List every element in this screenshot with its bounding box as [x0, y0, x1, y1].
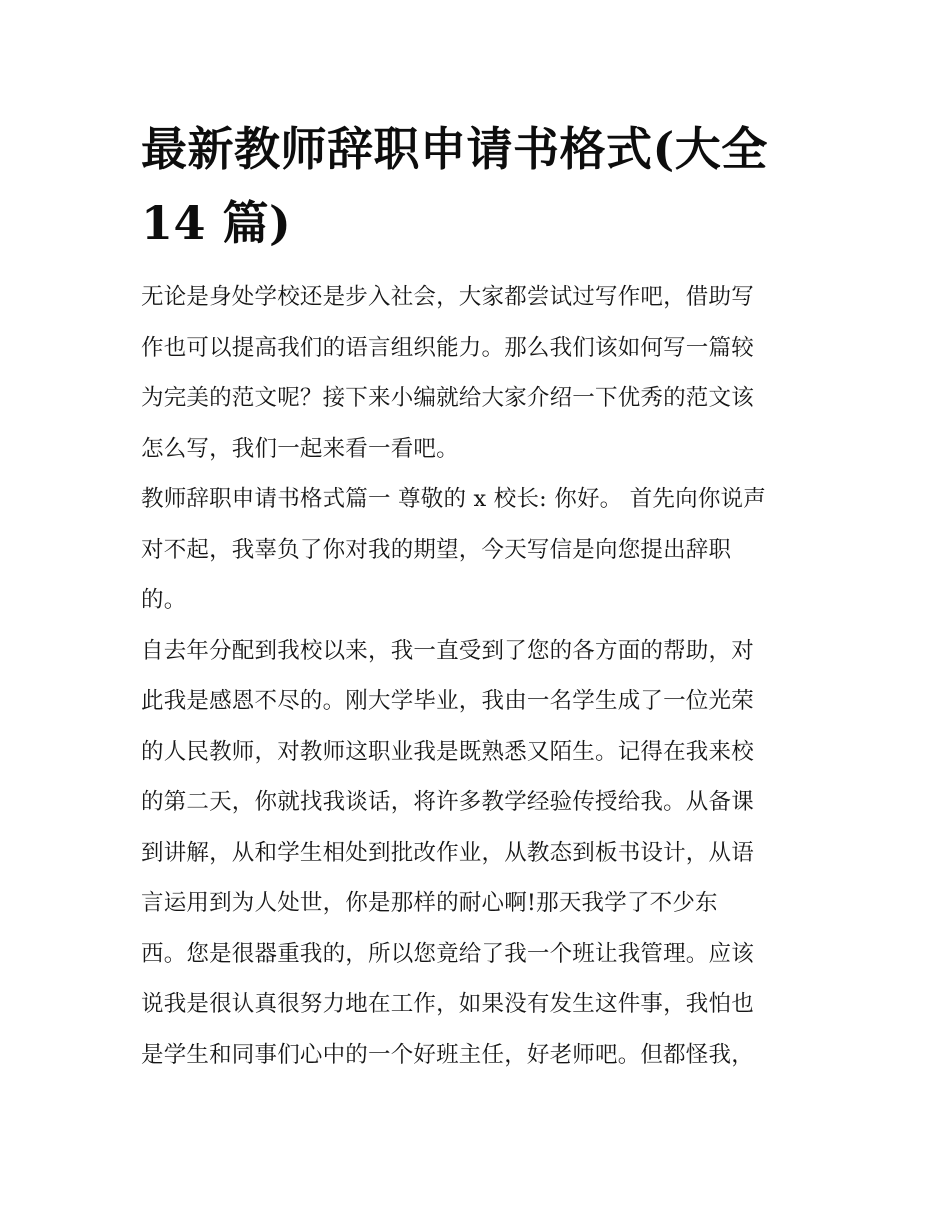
text-line: 到讲解，从和学生相处到批改作业，从教态到板书设计，从语 — [141, 839, 754, 866]
text-line: 对不起，我辜负了你对我的期望，今天写信是向您提出辞职 — [141, 536, 732, 563]
title-line: 14 篇) — [141, 196, 292, 250]
text-line: 西。您是很器重我的，所以您竟给了我一个班让我管理。应该 — [141, 940, 754, 967]
text-line: 的。 — [141, 587, 187, 613]
document-body — [141, 112, 813, 1080]
text-line: 此我是感恩不尽的。刚大学毕业，我由一名学生成了一位光荣 — [141, 688, 754, 714]
text-line: 是学生和同事们心中的一个好班主任，好老师吧。但都怪我， — [141, 1041, 754, 1068]
text-line: 的人民教师，对教师这职业我是既熟悉又陌生。记得在我来校 — [141, 738, 754, 765]
text-line: 说我是很认真很努力地在工作，如果没有发生这件事，我怕也 — [141, 991, 754, 1017]
letter-body-paragraph — [141, 626, 813, 1081]
text-line: 无论是身处学校还是步入社会，大家都尝试过写作吧，借助写 — [141, 284, 754, 310]
text-line: 的第二天，你就找我谈话，将许多教学经验传授给我。从备课 — [141, 789, 754, 815]
text-line: 作也可以提高我们的语言组织能力。那么我们该如何写一篇较 — [141, 334, 754, 361]
intro-paragraph — [141, 272, 813, 474]
page-title — [141, 112, 813, 260]
text-line: 为完美的范文呢？接下来小编就给大家介绍一下优秀的范文该 — [141, 385, 754, 411]
text-line: 言运用到为人处世，你是那样的耐心啊!那天我学了不少东 — [141, 890, 718, 916]
title-line: 最新教师辞职申请书格式(大全 — [141, 122, 768, 176]
letter-opening-paragraph — [141, 474, 813, 626]
text-line: 教师辞职申请书格式篇一 尊敬的 x 校长: 你好。 首先向你说声 — [141, 486, 766, 512]
text-line: 自去年分配到我校以来，我一直受到了您的各方面的帮助，对 — [141, 637, 754, 664]
text-line: 怎么写，我们一起来看一看吧。 — [141, 435, 459, 462]
